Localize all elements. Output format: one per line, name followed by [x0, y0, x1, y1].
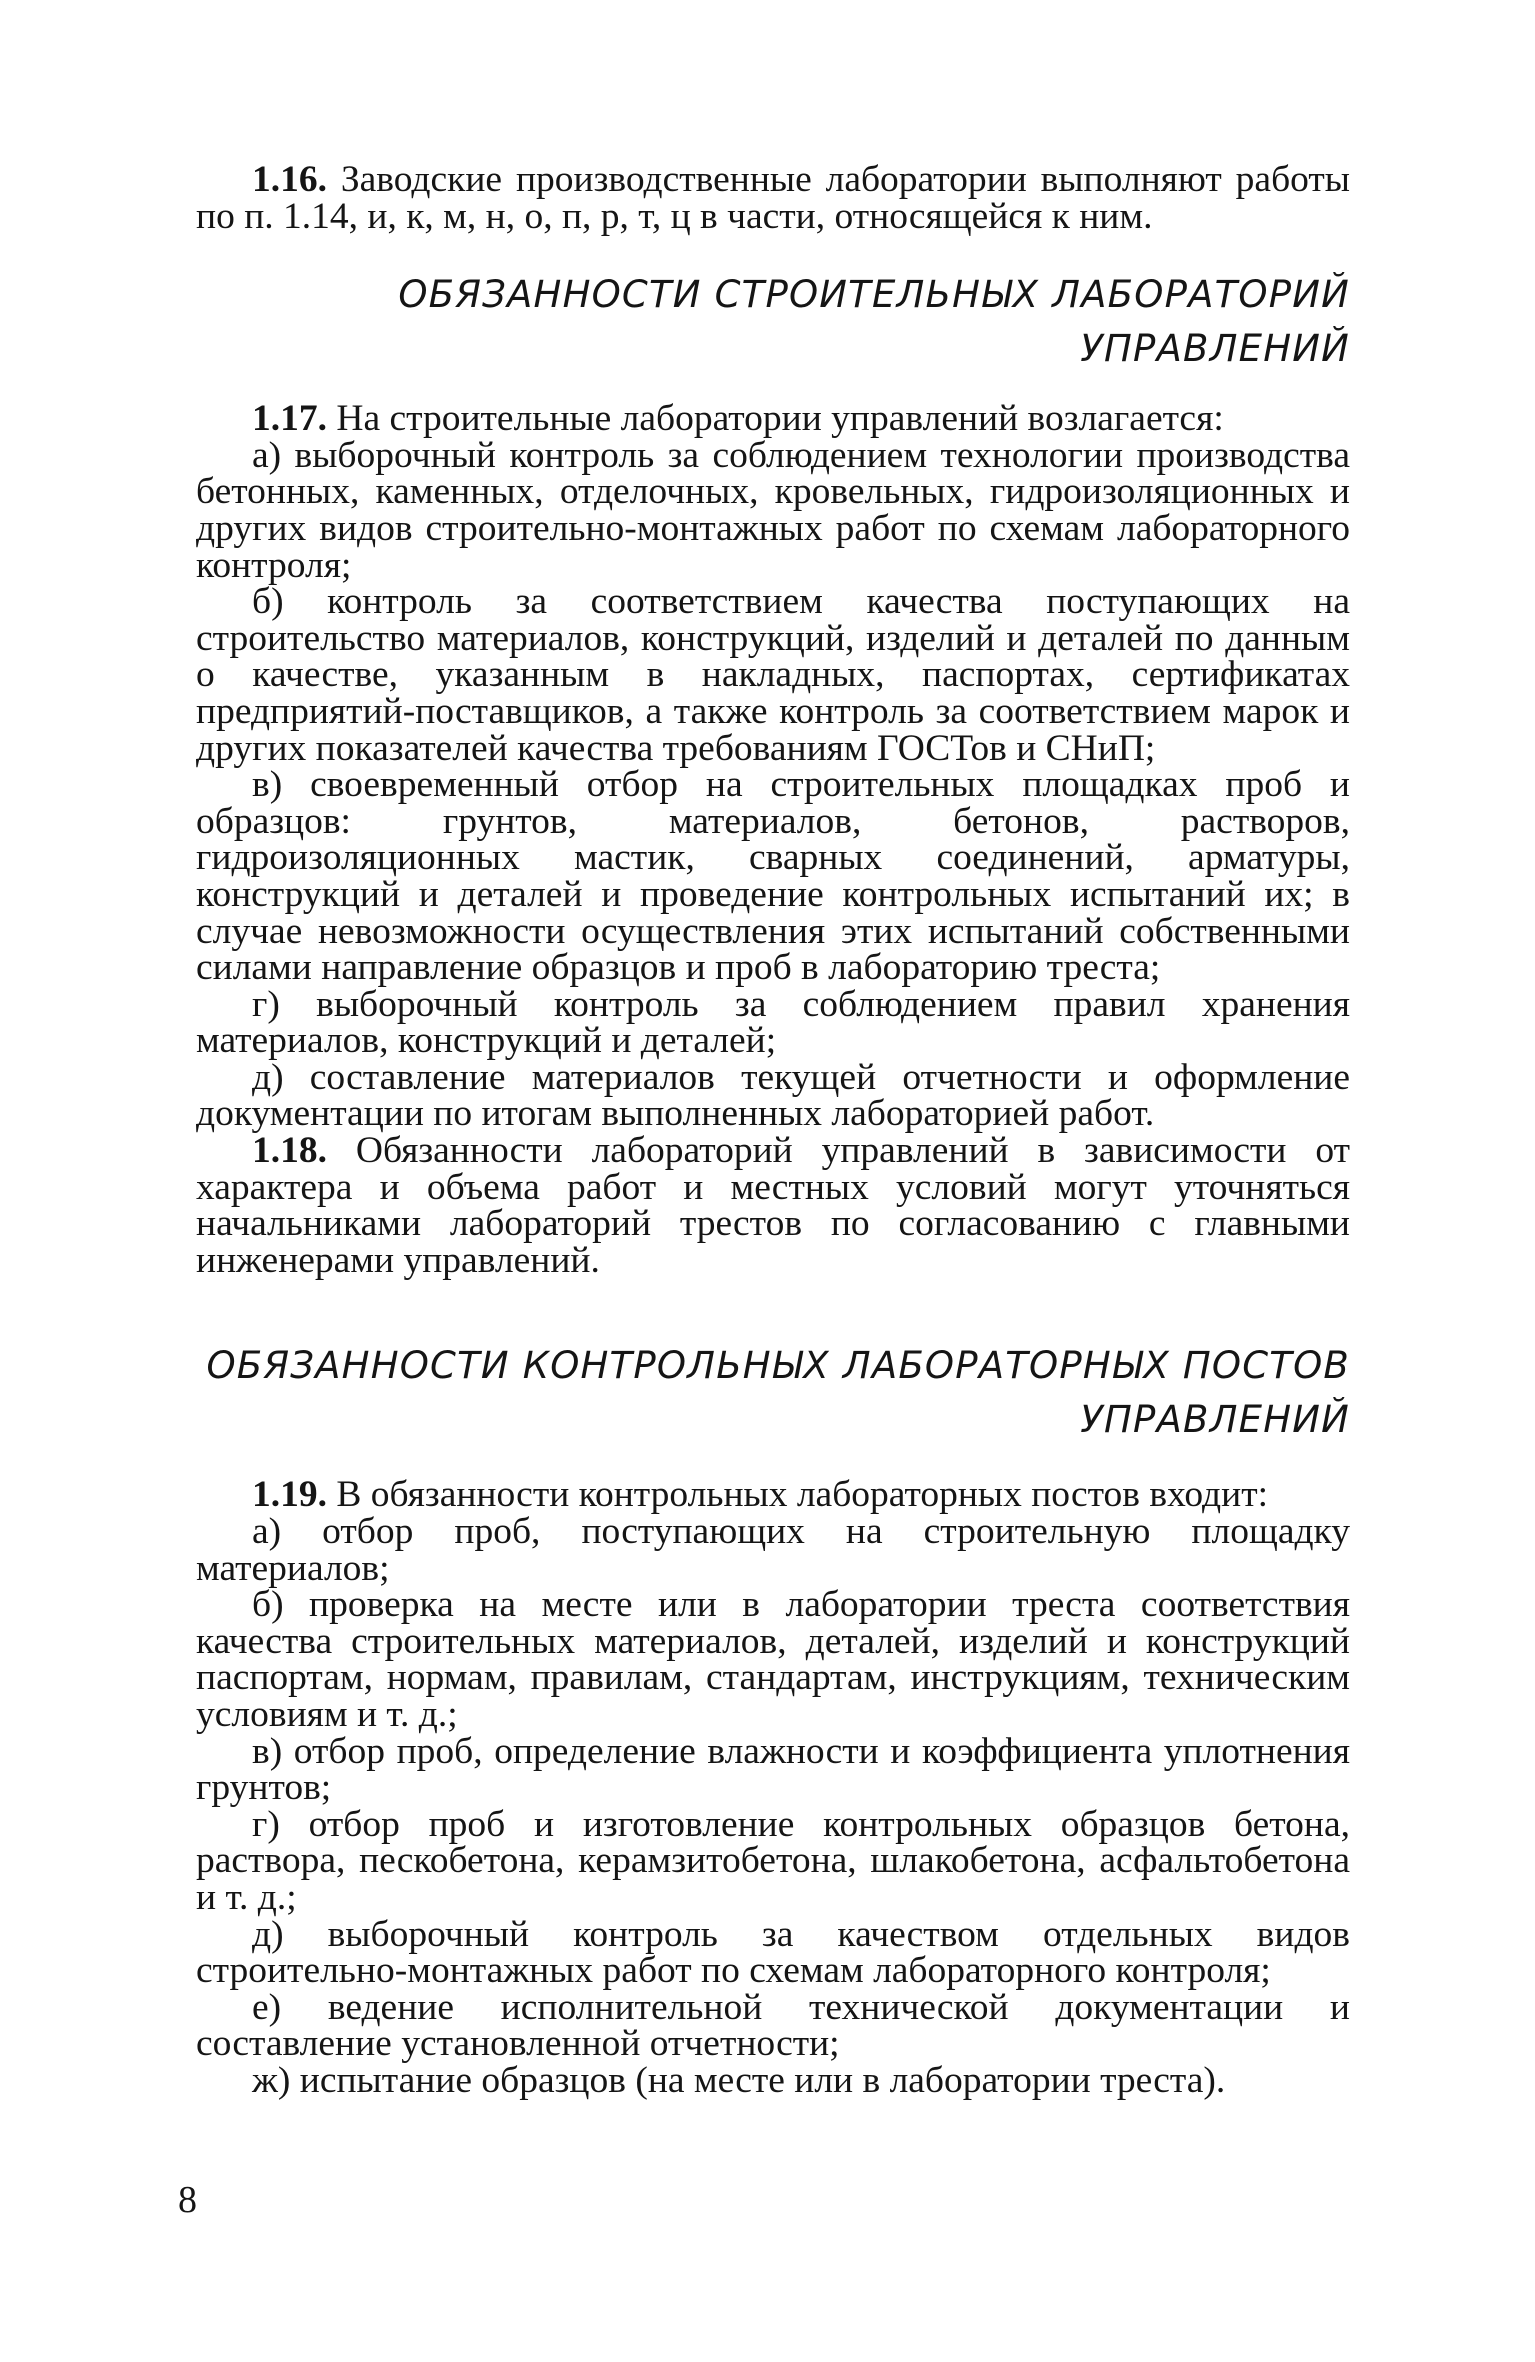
clause-number: 1.17.: [252, 398, 327, 440]
paragraph-1-17: [196, 398, 1350, 440]
document-page: [196, 159, 1351, 2101]
list-item: е) ведение исполнительной технической документации и составление установленной отчетности;: [196, 1986, 1350, 2065]
paragraph-text: Заводские производственные лаборатории выполняют работы по п. 1.14, и, к, м, н, о, п, р, т, ц в части, относящейся к ним.: [196, 159, 1350, 237]
list-item: г) выборочный контроль за соблюдением правил хранения материалов, конструкций и деталей;: [196, 983, 1350, 1062]
heading-line: ОБЯЗАННОСТИ СТРОИТЕЛЬНЫХ ЛАБОРАТОРИЙ: [398, 273, 1350, 317]
list-item: д) составление материалов текущей отчетности и оформление документации по итогам выполненных лабораторией работ.: [196, 1056, 1350, 1135]
heading-line: УПРАВЛЕНИЙ: [1080, 1398, 1350, 1442]
list-item: а) отбор проб, поступающих на строительную площадку материалов;: [196, 1511, 1350, 1589]
list-item: в) отбор проб, определение влажности и коэффициента уплотнения грунтов;: [196, 1730, 1350, 1809]
list-item: в) своевременный отбор на строительных площадках проб и образцов: грунтов, материалов, бетонов, растворов, гидроизоляционных мастик, сварных соединений, арматуры, конструкций и деталей и проведение контрольных испытаний их; в случае невозможности осуществления этих испытаний собственными силами направление образцов и проб в лабораторию треста;: [196, 764, 1350, 989]
paragraph-1-16: [196, 159, 1350, 237]
list-item: ж) испытание образцов (на месте или в лаборатории треста).: [252, 2059, 1226, 2101]
list-item: б) контроль за соответствием качества поступающих на строительство материалов, конструкций, изделий и деталей по данным о качестве, указанным в накладных, паспортах, сертификатах предприятий-поставщиков, а также контроль за соответствием марок и других показателей качества требованиям ГОСТов и СНиП;: [196, 581, 1350, 769]
paragraph-text: В обязанности контрольных лабораторных постов входит:: [336, 1474, 1269, 1516]
list-item: а) выборочный контроль за соблюдением технологии производства бетонных, каменных, отделочных, кровельных, гидроизоляционных и других видов строительно-монтажных работ по схемам лабораторного контроля;: [196, 434, 1350, 586]
paragraph-1-19: [196, 1474, 1350, 1516]
paragraph-text: На строительные лаборатории управлений возлагается:: [336, 398, 1224, 440]
section-heading-construction-labs: [196, 268, 1350, 376]
paragraph-1-18: [196, 1130, 1351, 1281]
list-item: б) проверка на месте или в лаборатории треста соответствия качества строительных материалов, деталей, изделий и конструкций паспортам, нормам, правилам, стандартам, инструкциям, техническим условиям и т. д.;: [196, 1584, 1350, 1735]
heading-line: УПРАВЛЕНИЙ: [1080, 327, 1350, 371]
list-item: д) выборочный контроль за качеством отдельных видов строительно-монтажных работ по схемам лабораторного контроля;: [196, 1913, 1350, 1992]
section-heading-control-posts: [196, 1339, 1350, 1447]
clause-number: 1.18.: [252, 1130, 327, 1172]
clause-number: 1.19.: [252, 1474, 327, 1516]
paragraph-text: Обязанности лабораторий управлений в зависимости от характера и объема работ и местных условий могут уточняться начальниками лабораторий трестов по согласованию с главными инженерами управлений.: [196, 1130, 1351, 1281]
clause-number: 1.16.: [252, 159, 327, 200]
list-item: г) отбор проб и изготовление контрольных образцов бетона, раствора, пескобетона, керамзитобетона, шлакобетона, асфальтобетона и т. д.;: [196, 1803, 1350, 1918]
heading-line: ОБЯЗАННОСТИ КОНТРОЛЬНЫХ ЛАБОРАТОРНЫХ ПОСТОВ: [206, 1344, 1350, 1388]
page-number: 8: [178, 2179, 197, 2221]
